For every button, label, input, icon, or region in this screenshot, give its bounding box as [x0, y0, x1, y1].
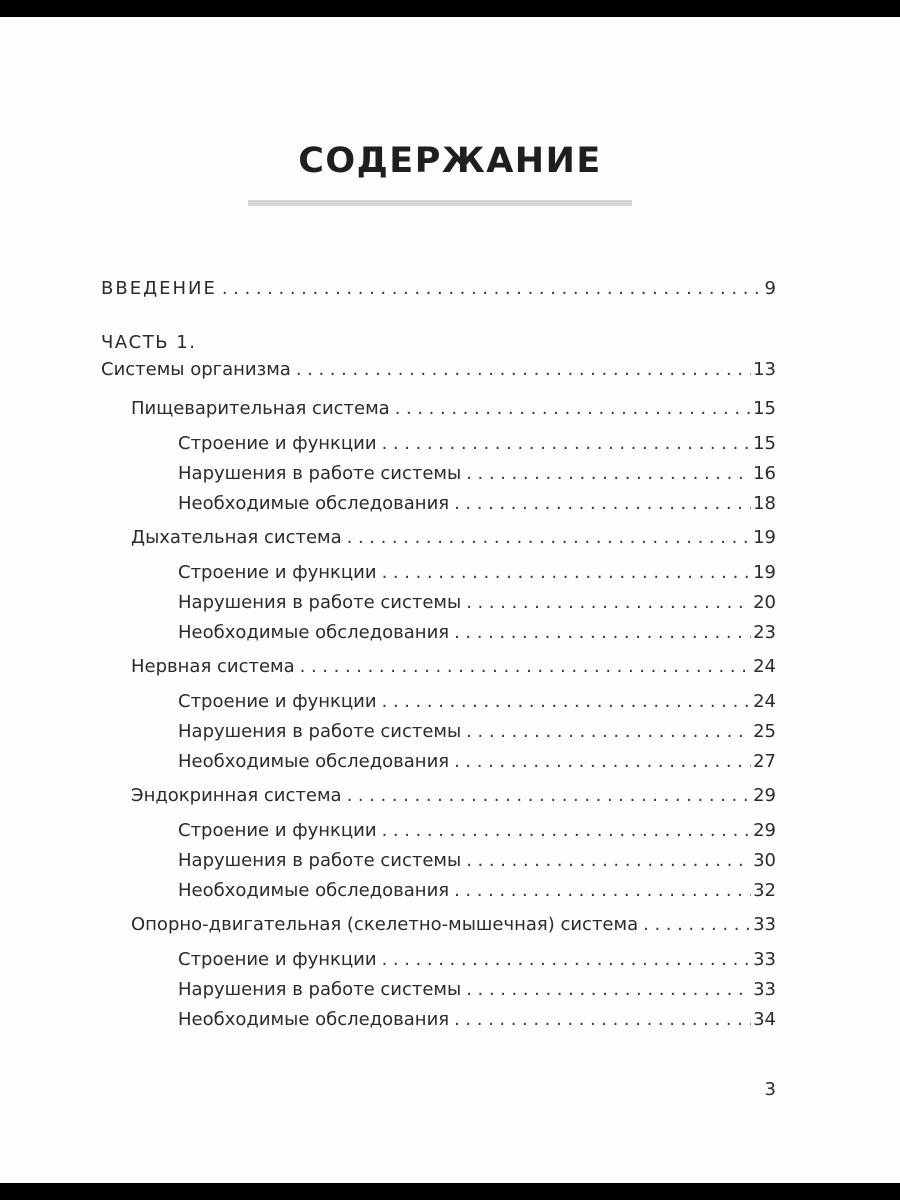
toc-entry-subsection[interactable]	[178, 621, 776, 645]
toc-entry-label: Необходимые обследования	[178, 1009, 450, 1030]
toc-page-number: 34	[753, 1009, 776, 1030]
toc-page-number: 23	[753, 622, 776, 643]
book-page	[0, 17, 900, 1183]
dot-leader	[382, 561, 752, 585]
toc-entry-label: Необходимые обследования	[178, 622, 450, 643]
dot-leader	[466, 720, 751, 744]
toc-entry-subsection[interactable]	[178, 849, 776, 873]
toc-entry-subsection[interactable]	[178, 462, 776, 486]
toc-entry-label: Нарушения в работе системы	[178, 592, 462, 613]
dot-leader	[222, 277, 763, 301]
toc-entry-label: Строение и функции	[178, 433, 377, 454]
dot-leader	[382, 432, 752, 456]
toc-entry-label: Нарушения в работе системы	[178, 979, 462, 1000]
dot-leader	[347, 784, 752, 808]
dot-leader	[466, 462, 751, 486]
dot-leader	[454, 492, 751, 516]
dot-leader	[382, 948, 752, 972]
dot-leader	[395, 397, 751, 421]
toc-entry-label: Необходимые обследования	[178, 751, 450, 772]
toc-entry-subsection[interactable]	[178, 591, 776, 615]
toc-entry-label: Эндокринная система	[131, 785, 342, 806]
toc-entry-label: Дыхательная система	[131, 527, 342, 548]
toc-entry-subsection[interactable]	[178, 690, 776, 714]
toc-page-number: 33	[753, 979, 776, 1000]
toc-entry-subsection[interactable]	[178, 750, 776, 774]
toc-entry-label: Опорно-двигательная (скелетно-мышечная) система	[131, 914, 639, 935]
toc-entry-label: Нарушения в работе системы	[178, 850, 462, 871]
toc-page-number: 25	[753, 721, 776, 742]
toc-entry-subsection[interactable]	[178, 720, 776, 744]
toc-page-number: 19	[753, 562, 776, 583]
dot-leader	[466, 978, 751, 1002]
toc-entry-label: Нервная система	[131, 656, 295, 677]
dot-leader	[454, 879, 751, 903]
toc-page-number: 33	[753, 914, 776, 935]
toc-page-number: 27	[753, 751, 776, 772]
toc-entry-subsection[interactable]	[178, 978, 776, 1002]
toc-entry-subsection[interactable]	[178, 948, 776, 972]
toc-entry-label: Пищеварительная система	[131, 398, 390, 419]
dot-leader	[466, 849, 751, 873]
toc-entry-label: Строение и функции	[178, 949, 377, 970]
toc-page-number: 24	[753, 691, 776, 712]
dot-leader	[347, 526, 751, 550]
dot-leader	[643, 913, 751, 937]
toc-page-number: 19	[753, 527, 776, 548]
toc-page-number: 20	[753, 592, 776, 613]
dot-leader	[454, 621, 751, 645]
toc-entry-part1[interactable]	[101, 358, 776, 382]
toc-entry-label: Необходимые обследования	[178, 493, 450, 514]
table-of-contents	[0, 17, 900, 1183]
toc-entry-section[interactable]	[131, 913, 776, 937]
dot-leader	[296, 358, 751, 382]
toc-page-number: 18	[753, 493, 776, 514]
toc-page-number: 9	[764, 278, 776, 299]
toc-entry-subsection[interactable]	[178, 879, 776, 903]
dot-leader	[454, 1008, 751, 1032]
toc-page-number: 32	[753, 880, 776, 901]
toc-entry-subsection[interactable]	[178, 561, 776, 585]
toc-page-number: 30	[753, 850, 776, 871]
toc-entry-label: ВВЕДЕНИЕ	[101, 278, 217, 299]
page-number-footer: 3	[764, 1079, 776, 1100]
toc-page-number: 29	[753, 820, 776, 841]
toc-entry-section[interactable]	[131, 526, 776, 550]
toc-page-number: 13	[753, 359, 776, 380]
toc-entry-subsection[interactable]	[178, 1008, 776, 1032]
dot-leader	[382, 690, 752, 714]
toc-entry-label: Строение и функции	[178, 691, 377, 712]
part-heading: ЧАСТЬ 1.	[101, 332, 197, 353]
toc-entry-subsection[interactable]	[178, 819, 776, 843]
toc-entry-label: Системы организма	[101, 359, 291, 380]
toc-page-number: 16	[753, 463, 776, 484]
toc-entry-section[interactable]	[131, 655, 776, 679]
toc-page-number: 29	[753, 785, 776, 806]
toc-entry-label: Необходимые обследования	[178, 880, 450, 901]
page-title: СОДЕРЖАНИЕ	[298, 141, 602, 181]
toc-entry-subsection[interactable]	[178, 492, 776, 516]
toc-entry-label: Строение и функции	[178, 820, 377, 841]
toc-page-number: 24	[753, 656, 776, 677]
toc-entry-intro[interactable]	[101, 277, 776, 301]
dot-leader	[466, 591, 751, 615]
toc-page-number: 15	[753, 398, 776, 419]
dot-leader	[300, 655, 751, 679]
toc-page-number: 15	[753, 433, 776, 454]
dot-leader	[382, 819, 752, 843]
toc-entry-label: Нарушения в работе системы	[178, 463, 462, 484]
toc-entry-subsection[interactable]	[178, 432, 776, 456]
toc-entry-section[interactable]	[131, 397, 776, 421]
toc-entry-label: Нарушения в работе системы	[178, 721, 462, 742]
toc-entry-section[interactable]	[131, 784, 776, 808]
toc-entry-label: Строение и функции	[178, 562, 377, 583]
dot-leader	[454, 750, 751, 774]
toc-page-number: 33	[753, 949, 776, 970]
